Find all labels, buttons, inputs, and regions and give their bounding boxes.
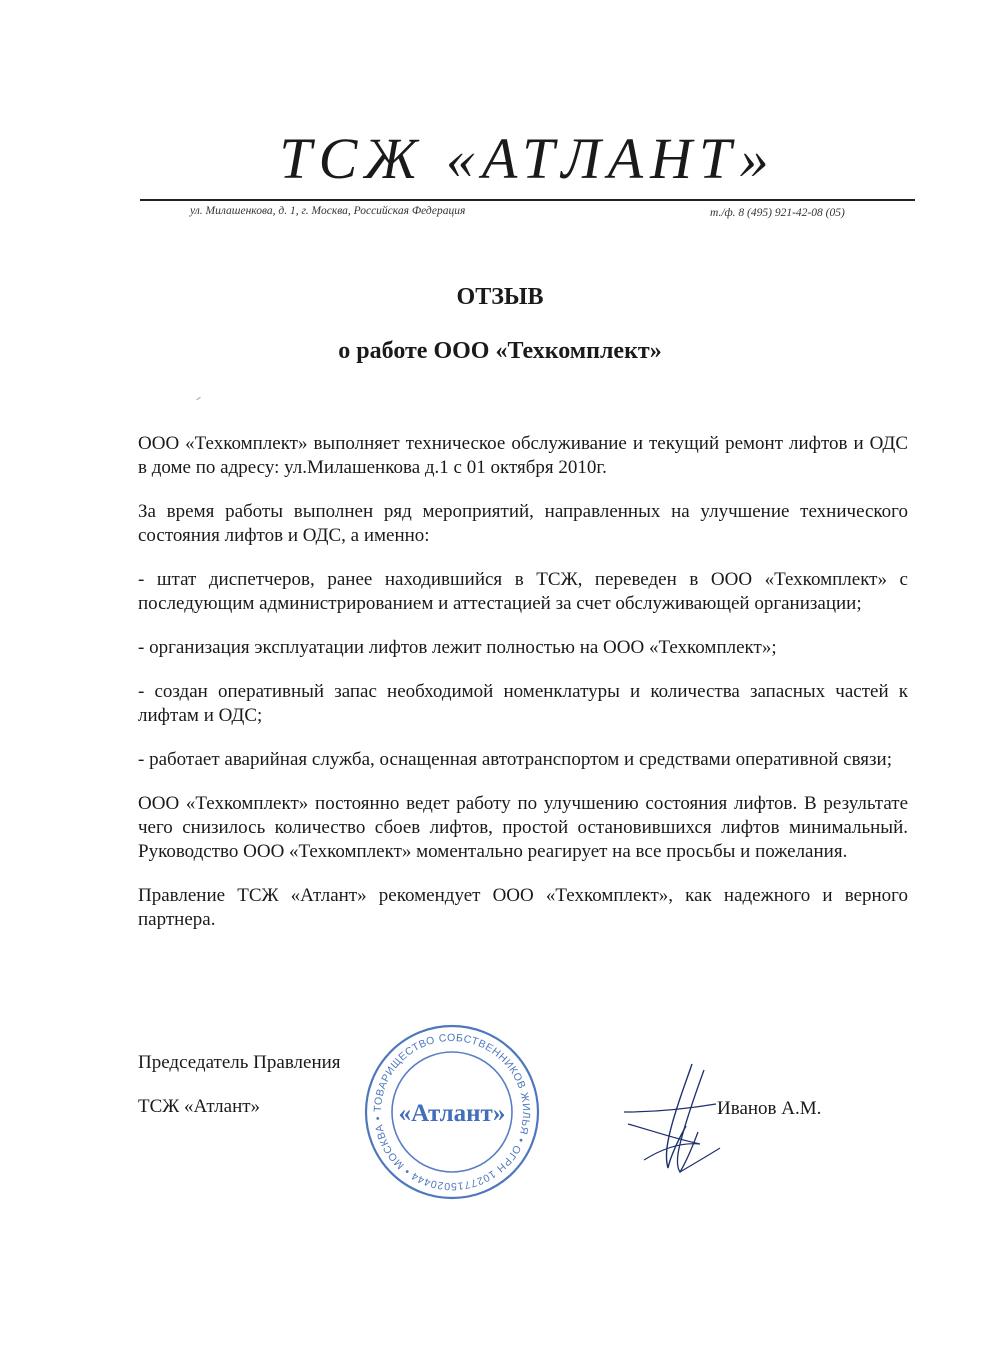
document-subtitle: о работе ООО «Техкомплект» xyxy=(338,338,662,364)
document-title: ОТЗЫВ xyxy=(456,284,544,310)
document-body xyxy=(138,432,908,952)
letterhead-address: ул. Милашенкова, д. 1, г. Москва, Российская Федерация xyxy=(190,205,466,217)
paragraph-operation: - организация эксплуатации лифтов лежит полностью на ООО «Техкомплект»; xyxy=(138,637,777,658)
handwritten-signature xyxy=(620,1062,730,1177)
paragraph-spare-parts: - создан оперативный запас необходимой номенклатуры и количества запасных частей к лифтам и ОДС; xyxy=(138,681,908,726)
stamp-seal xyxy=(362,1022,542,1202)
paragraph-dispatchers: - штат диспетчеров, ранее находившийся в ТСЖ, переведен в ООО «Техкомплект» с последующим администрированием и аттестацией за счет обслуживающей организации; xyxy=(138,569,908,614)
letterhead-phone: т./ф. 8 (495) 921-42-08 (05) xyxy=(710,207,845,219)
stamp-center-text: «Атлант» xyxy=(398,1100,506,1127)
stamp-ring-text: ТОВАРИЩЕСТВО СОБСТВЕННИКОВ ЖИЛЬЯ • ОГРН 1027715020444 • МОСКВА • xyxy=(371,1031,533,1193)
signer-organization: ТСЖ «Атлант» xyxy=(138,1096,261,1117)
signer-name: Иванов А.М. xyxy=(717,1098,822,1119)
signer-position: Председатель Правления xyxy=(138,1052,341,1073)
letterhead-title: ТСЖ «АТЛАНТ» xyxy=(279,126,776,191)
paragraph-emergency-service: - работает аварийная служба, оснащенная автотранспортом и средствами оперативной связи; xyxy=(138,749,892,770)
paragraph-improvements: ООО «Техкомплект» постоянно ведет работу по улучшению состояния лифтов. В результате чего снизилось количество сбоев лифтов, простой остановившихся лифтов минимальный. Руководство ООО «Техкомплект» моментально реагирует на все просьбы и пожелания. xyxy=(138,793,908,862)
paragraph-recommendation: Правление ТСЖ «Атлант» рекомендует ООО «Техкомплект», как надежного и верного партнера. xyxy=(138,885,908,930)
paragraph-measures-intro: За время работы выполнен ряд мероприятий, направленных на улучшение технического состояния лифтов и ОДС, а именно: xyxy=(138,501,908,546)
paragraph-service-scope: ООО «Техкомплект» выполняет техническое обслуживание и текущий ремонт лифтов и ОДС в доме по адресу: ул.Милашенкова д.1 с 01 октября 2010г. xyxy=(138,433,908,478)
letterhead-rule xyxy=(140,199,915,201)
speck xyxy=(196,397,201,401)
